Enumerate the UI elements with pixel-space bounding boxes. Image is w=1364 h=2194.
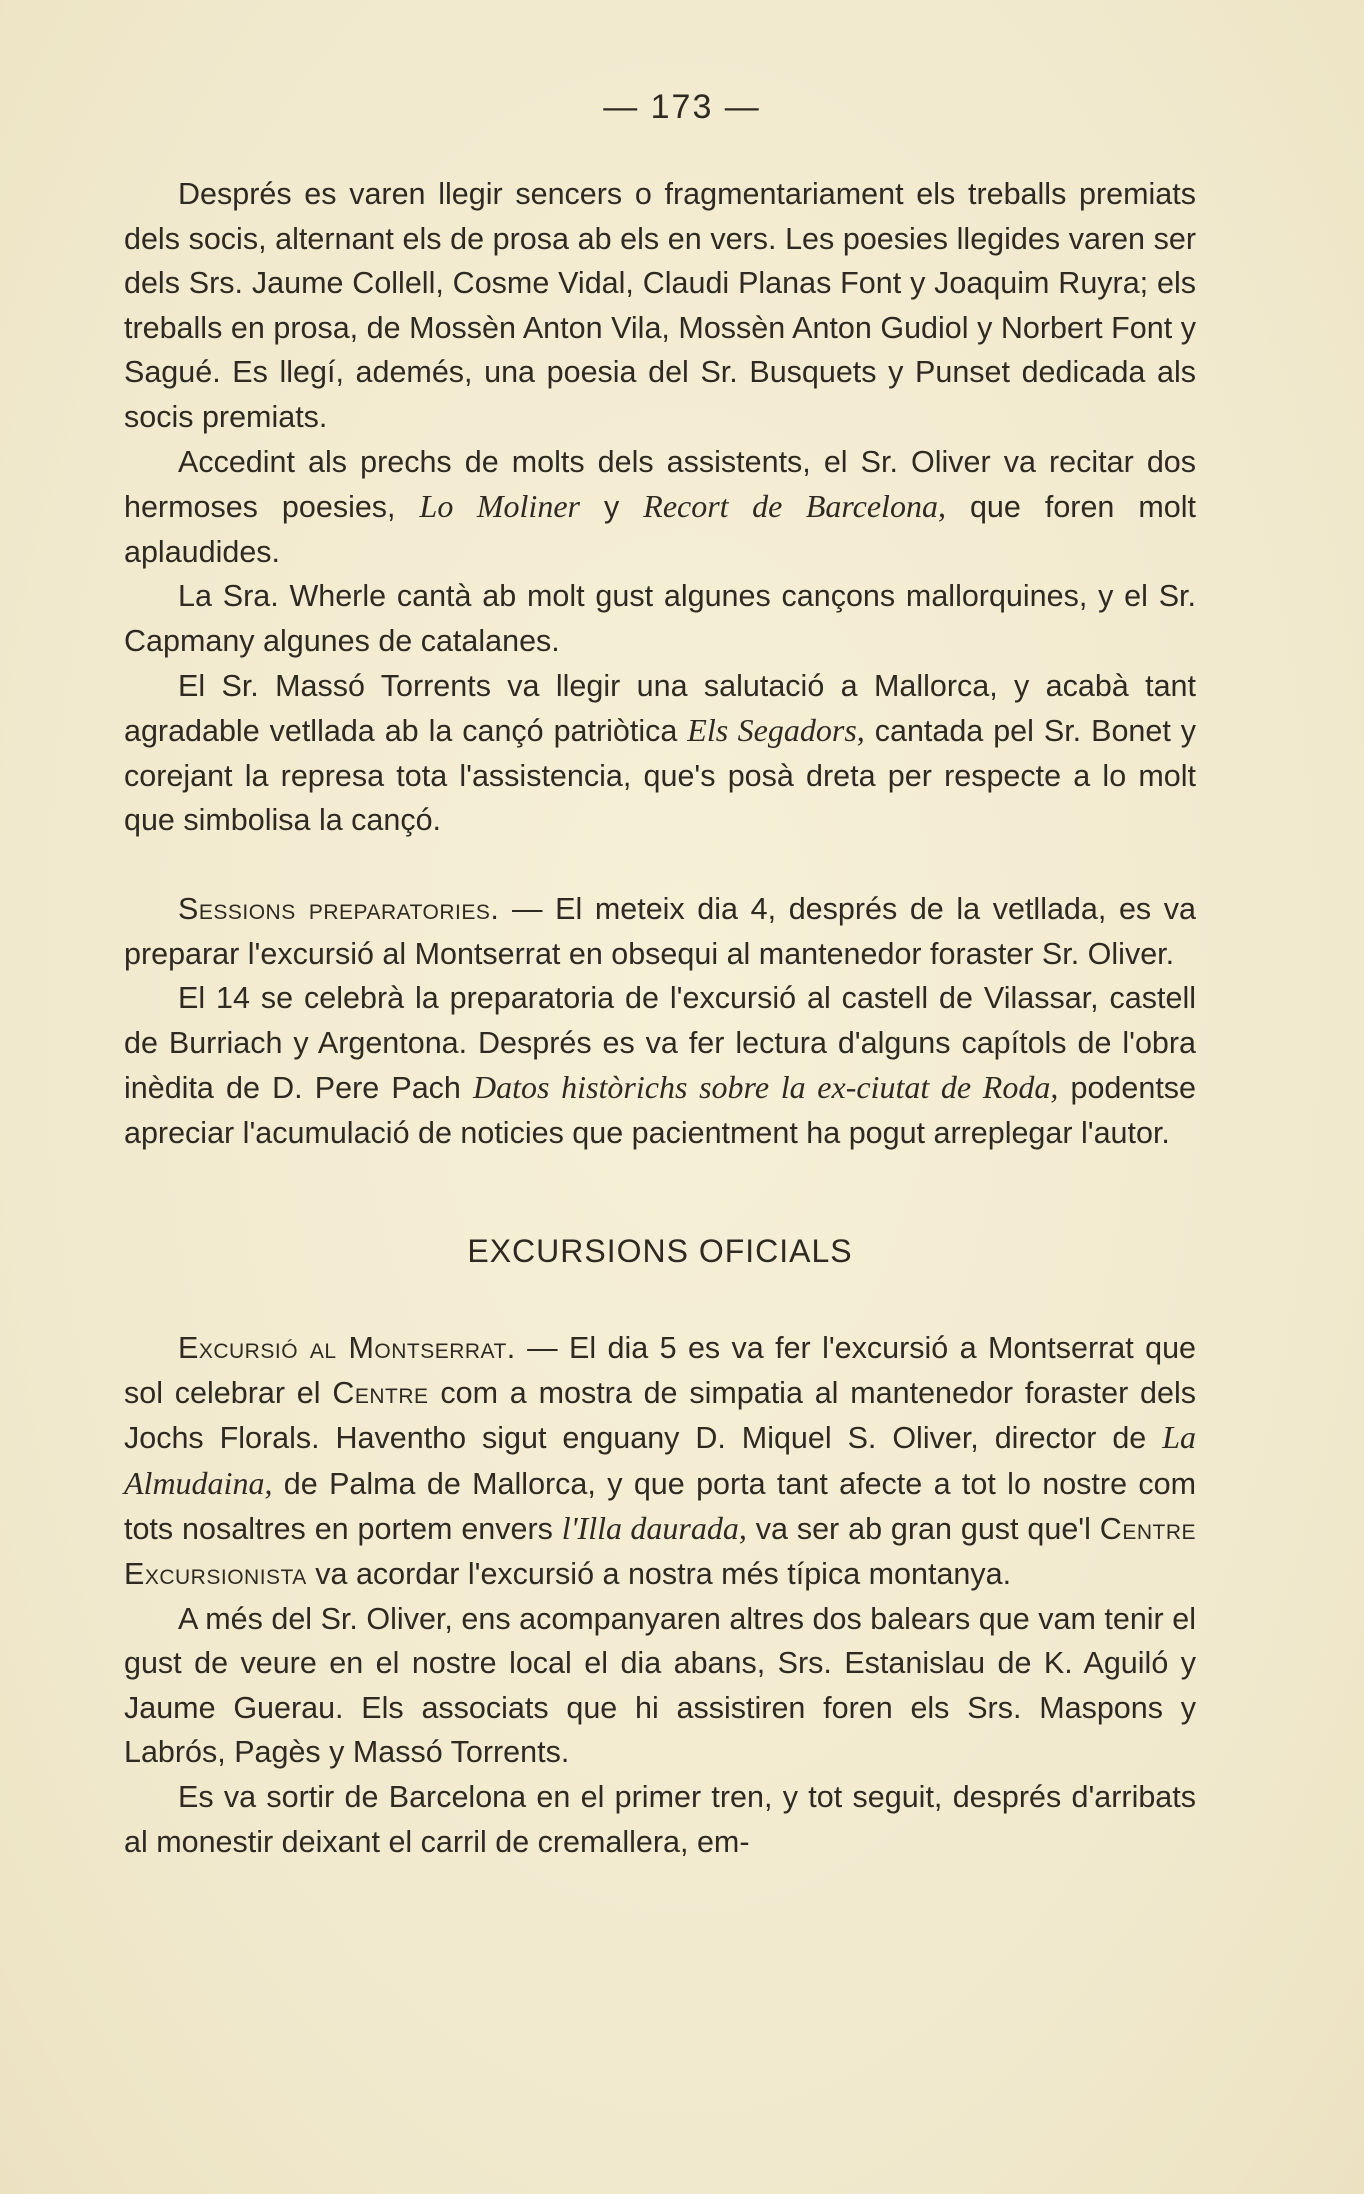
page-number: — 173 —: [603, 88, 761, 126]
paragraph-excursion: Excursió al Montserrat. — El dia 5 es va fer l'excursió a Montserrat que sol celebrar el Centre com a mostra de simpatia al mantenedor foraster dels Jochs Florals. Haventho sigut enguany D. Miquel S. Oliver, director de La Almudaina, de Palma de Mallorca, y que porta tant afecte a tot lo nostre com tots nosaltres en portem envers l'Illa daurada, va ser ab gran gust que'l Centre Excursionista va acordar l'excursió a nostra més típica montanya.: [124, 1331, 1197, 1592]
paragraph-salutation: El Sr. Massó Torrents va llegir una salutació a Mallorca, y acabà tant agradable vetllada ab la cançó patriòtica Els Segadors, cantada pel Sr. Bonet y corejant la represa tota l'assistencia, que's posà dreta per respecte a lo molt que simbolisa la cançó.: [124, 668, 1197, 838]
island-name: l'Illa daurada,: [561, 1510, 747, 1547]
section-title: EXCURSIONS OFICIALS: [467, 1233, 853, 1270]
paragraph-sessions: Sessions preparatories. — El meteix dia 4, després de la vetllada, es va preparar l'excursió al Montserrat en obsequi al mantenedor foraster Sr. Oliver.: [124, 891, 1197, 971]
paragraph-recital: Accedint als prechs de molts dels assistents, el Sr. Oliver va recitar dos hermoses poesies, Lo Moliner y Recort de Barcelona, que foren molt aplaudides.: [124, 444, 1197, 569]
work-title: Datos històrichs sobre la ex-ciutat de Roda,: [473, 1069, 1059, 1106]
poem-title: Recort de Barcelona,: [643, 488, 946, 525]
paragraph-preparatory: El 14 se celebrà la preparatoria de l'excursió al castell de Vilassar, castell de Burriach y Argentona. Després es va fer lectura d'alguns capítols de l'obra inèdita de D. Pere Pach Datos històrichs sobre la ex-ciutat de Roda, podentse apreciar l'acumulació de noticies que pacientment ha pogut arreplegar l'autor.: [124, 981, 1197, 1150]
run-in-heading: Sessions preparatories.: [178, 891, 500, 926]
paragraph-readings: Després es varen llegir sencers o fragmentariament els treballs premiats dels socis, alternant els de prosa ab els en vers. Les poesies llegides varen ser dels Srs. Jaume Collell, Cosme Vidal, Claudi Planas Font y Joaquim Ruyra; els treballs en prosa, de Mossèn Anton Vila, Mossèn Anton Gudiol y Norbert Font y Sagué. Es llegí, ademés, una poesia del Sr. Busquets y Punset dedicada als socis premiats.: [124, 177, 1196, 434]
newspaper-title: La Almudaina,: [124, 1419, 1196, 1501]
poem-title: Lo Moliner: [419, 488, 580, 525]
paragraph-songs: La Sra. Wherle cantà ab molt gust algunes cançons mallorquines, y el Sr. Capmany algunes de catalanes.: [124, 579, 1196, 658]
paragraph-departure: Es va sortir de Barcelona en el primer tren, y tot seguit, després d'arribats al monestir deixant el carril de cremallera, em-: [124, 1780, 1196, 1859]
page-body: [124, 172, 1196, 1864]
run-in-heading: Excursió al Montserrat.: [178, 1331, 516, 1366]
paragraph-companions: A més del Sr. Oliver, ens acompanyaren altres dos balears que vam tenir el gust de veure en el nostre local el dia abans, Srs. Estanislau de K. Aguiló y Jaume Guerau. Els associats que hi assistiren foren els Srs. Maspons y Labrós, Pagès y Massó Torrents.: [124, 1601, 1196, 1770]
song-title: Els Segadors,: [687, 712, 865, 749]
